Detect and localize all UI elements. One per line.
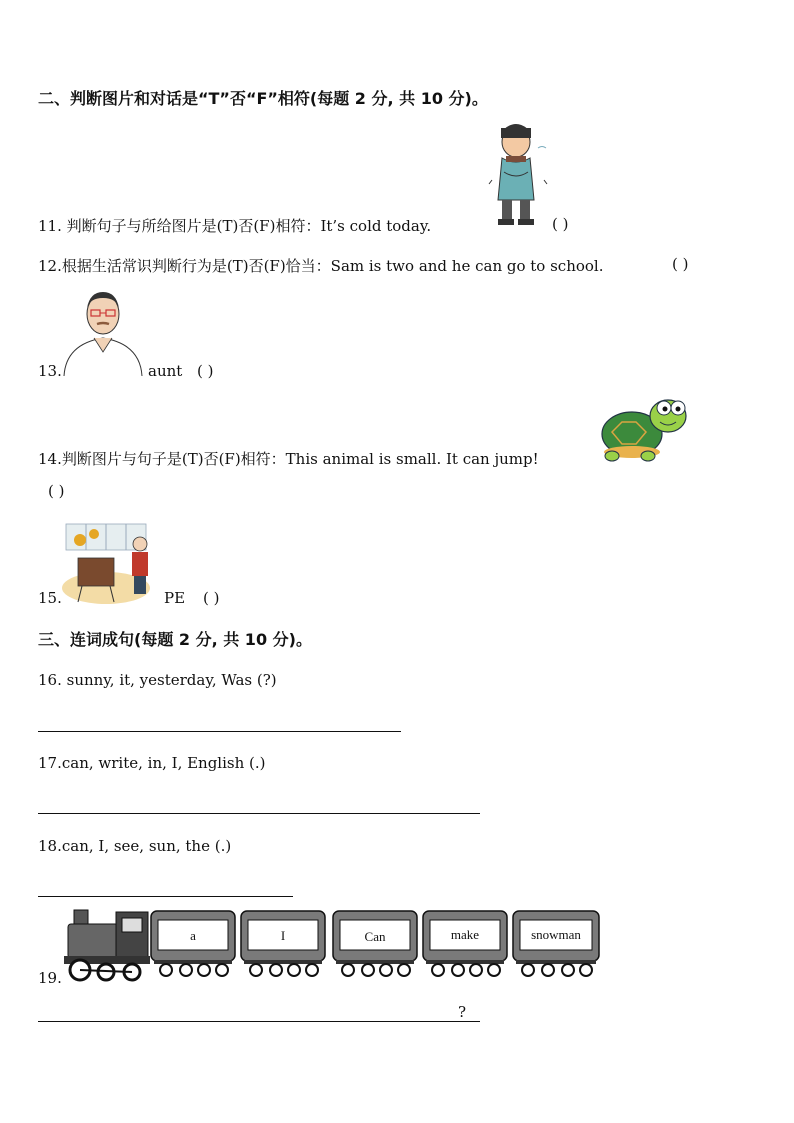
question-13-word: aunt [148,362,183,380]
answer-blank-11[interactable]: ( ) [552,215,569,233]
wagon-word-2[interactable]: I [280,928,286,943]
train-wagon-4 [422,910,508,978]
answer-blank-15[interactable]: ( ) [203,589,220,607]
question-13-number: 13. [38,362,62,380]
question-15-word: PE [164,589,186,607]
answer-blank-12[interactable]: ( ) [672,255,689,273]
wagon-word-3[interactable]: Can [364,929,386,944]
art-class-illustration [60,518,158,606]
wagon-word-4[interactable]: make [450,927,480,942]
answer-line-16[interactable] [38,731,401,732]
man-with-glasses-illustration [60,286,146,378]
section-2-heading: 二、判断图片和对话是“T”否“F”相符(每题 2 分, 共 10 分)。 [38,89,488,108]
question-16: 16. sunny, it, yesterday, Was (?) [38,671,277,689]
answer-line-18[interactable] [38,896,293,897]
train-locomotive-icon [62,906,152,984]
question-18: 18.can, I, see, sun, the (.) [38,837,232,855]
question-12: 12.根据生活常识判断行为是(T)否(F)恰当：Sam is two and he can go to school. [38,257,604,275]
question-14: 14.判断图片与句子是(T)否(F)相符：This animal is small. It can jump! [38,450,539,468]
section-3-heading: 三、连词成句(每题 2 分, 共 10 分)。 [38,630,312,649]
wagon-word-5[interactable]: snowman [531,927,581,942]
answer-blank-14[interactable]: ( ) [48,482,65,500]
question-19-end-mark: ? [458,1003,467,1021]
question-19-number: 19. [38,969,62,987]
answer-line-19[interactable] [38,1021,480,1022]
turtle-illustration [598,392,690,464]
question-15-number: 15. [38,589,62,607]
wagon-word-1[interactable]: a [190,928,196,943]
train-wagon-1 [150,910,236,978]
answer-line-17[interactable] [38,813,480,814]
train-wagon-3 [332,910,418,978]
cold-boy-illustration [488,120,548,232]
train-wagon-2 [240,910,326,978]
question-11: 11. 判断句子与所给图片是(T)否(F)相符：It’s cold today. [38,217,432,235]
answer-blank-13[interactable]: ( ) [197,362,214,380]
train-wagon-5 [512,910,600,978]
question-17: 17.can, write, in, I, English (.) [38,754,266,772]
